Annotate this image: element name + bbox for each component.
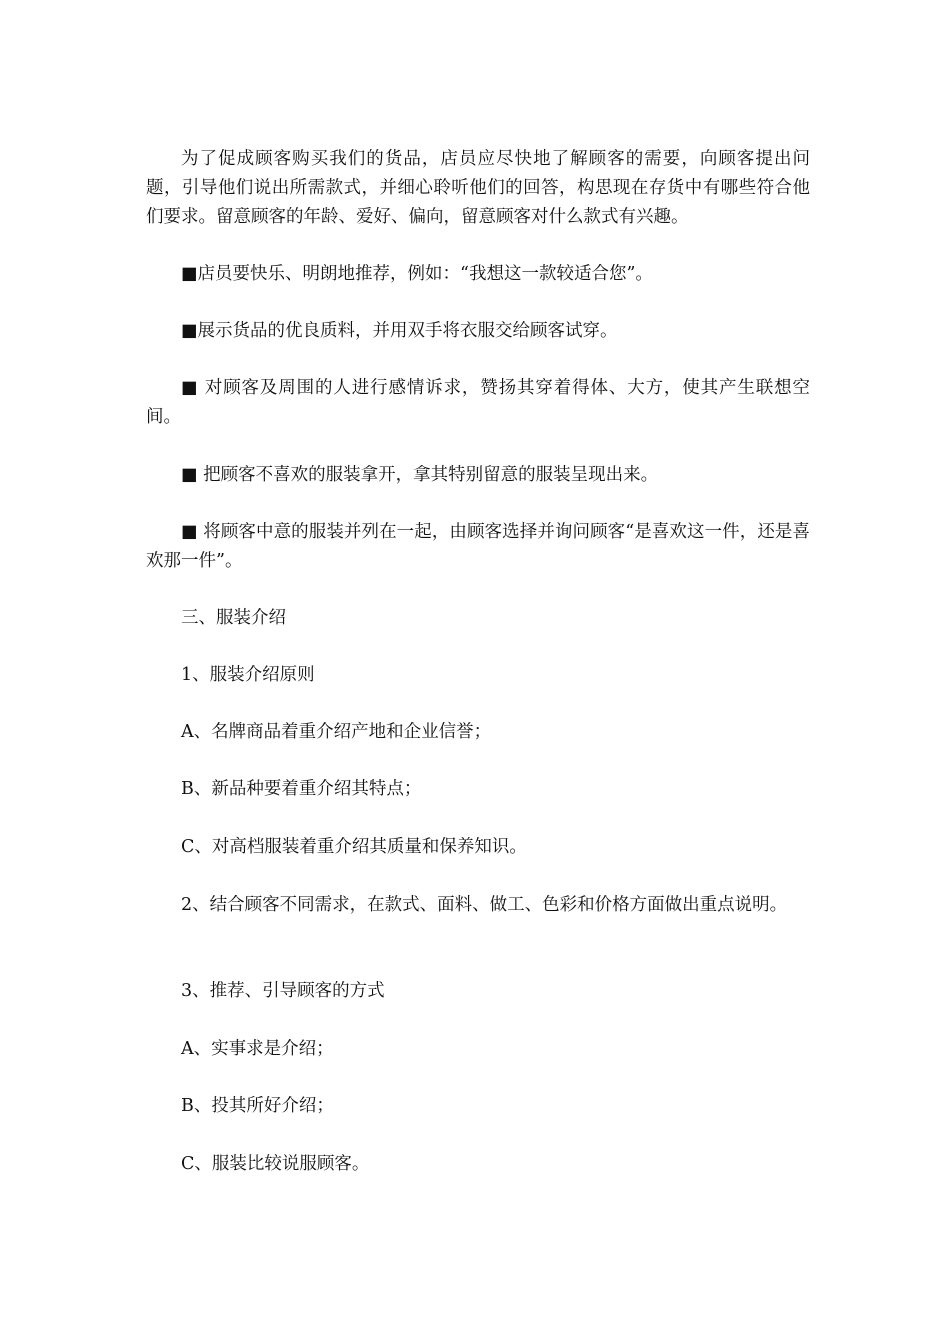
subsection-paragraph-2: 2、结合顾客不同需求，在款式、面料、做工、色彩和价格方面做出重点说明。 (181, 895, 788, 915)
bullet-paragraph-5: ■ 将顾客中意的服装并列在一起，由顾客选择并询问顾客“是喜欢这一件，还是喜欢那一件”。 (146, 522, 810, 571)
bullet-paragraph-3: ■ 对顾客及周围的人进行感情诉求，赞扬其穿着得体、大方，使其产生联想空间。 (146, 378, 810, 427)
list-item-3b: B、投其所好介绍； (181, 1096, 334, 1116)
list-item-3a: A、实事求是介绍； (181, 1039, 334, 1059)
subsection-heading-3: 3、推荐、引导顾客的方式 (181, 981, 385, 1001)
section-heading: 三、服装介绍 (181, 608, 286, 628)
bullet-paragraph-2: ■展示货品的优良质料，并用双手将衣服交给顾客试穿。 (181, 321, 618, 341)
list-item-1c: C、对高档服装着重介绍其质量和保养知识。 (181, 837, 527, 857)
list-item-1b: B、新品种要着重介绍其特点； (181, 779, 422, 799)
bullet-paragraph-4: ■ 把顾客不喜欢的服装拿开，拿其特别留意的服装呈现出来。 (181, 465, 659, 485)
bullet-paragraph-1: ■店员要快乐、明朗地推荐，例如：“我想这一款较适合您”。 (181, 264, 653, 284)
subsection-heading-1: 1、服装介绍原则 (181, 665, 315, 685)
list-item-3c: C、服装比较说服顾客。 (181, 1154, 370, 1174)
list-item-1a: A、名牌商品着重介绍产地和企业信誉； (181, 722, 492, 742)
intro-paragraph: 为了促成顾客购买我们的货品，店员应尽快地了解顾客的需要，向顾客提出问题，引导他们说出所需款式，并细心聆听他们的回答，构思现在存货中有哪些符合他们要求。留意顾客的年龄、爱好、偏向，留意顾客对什么款式有兴趣。 (146, 149, 810, 227)
